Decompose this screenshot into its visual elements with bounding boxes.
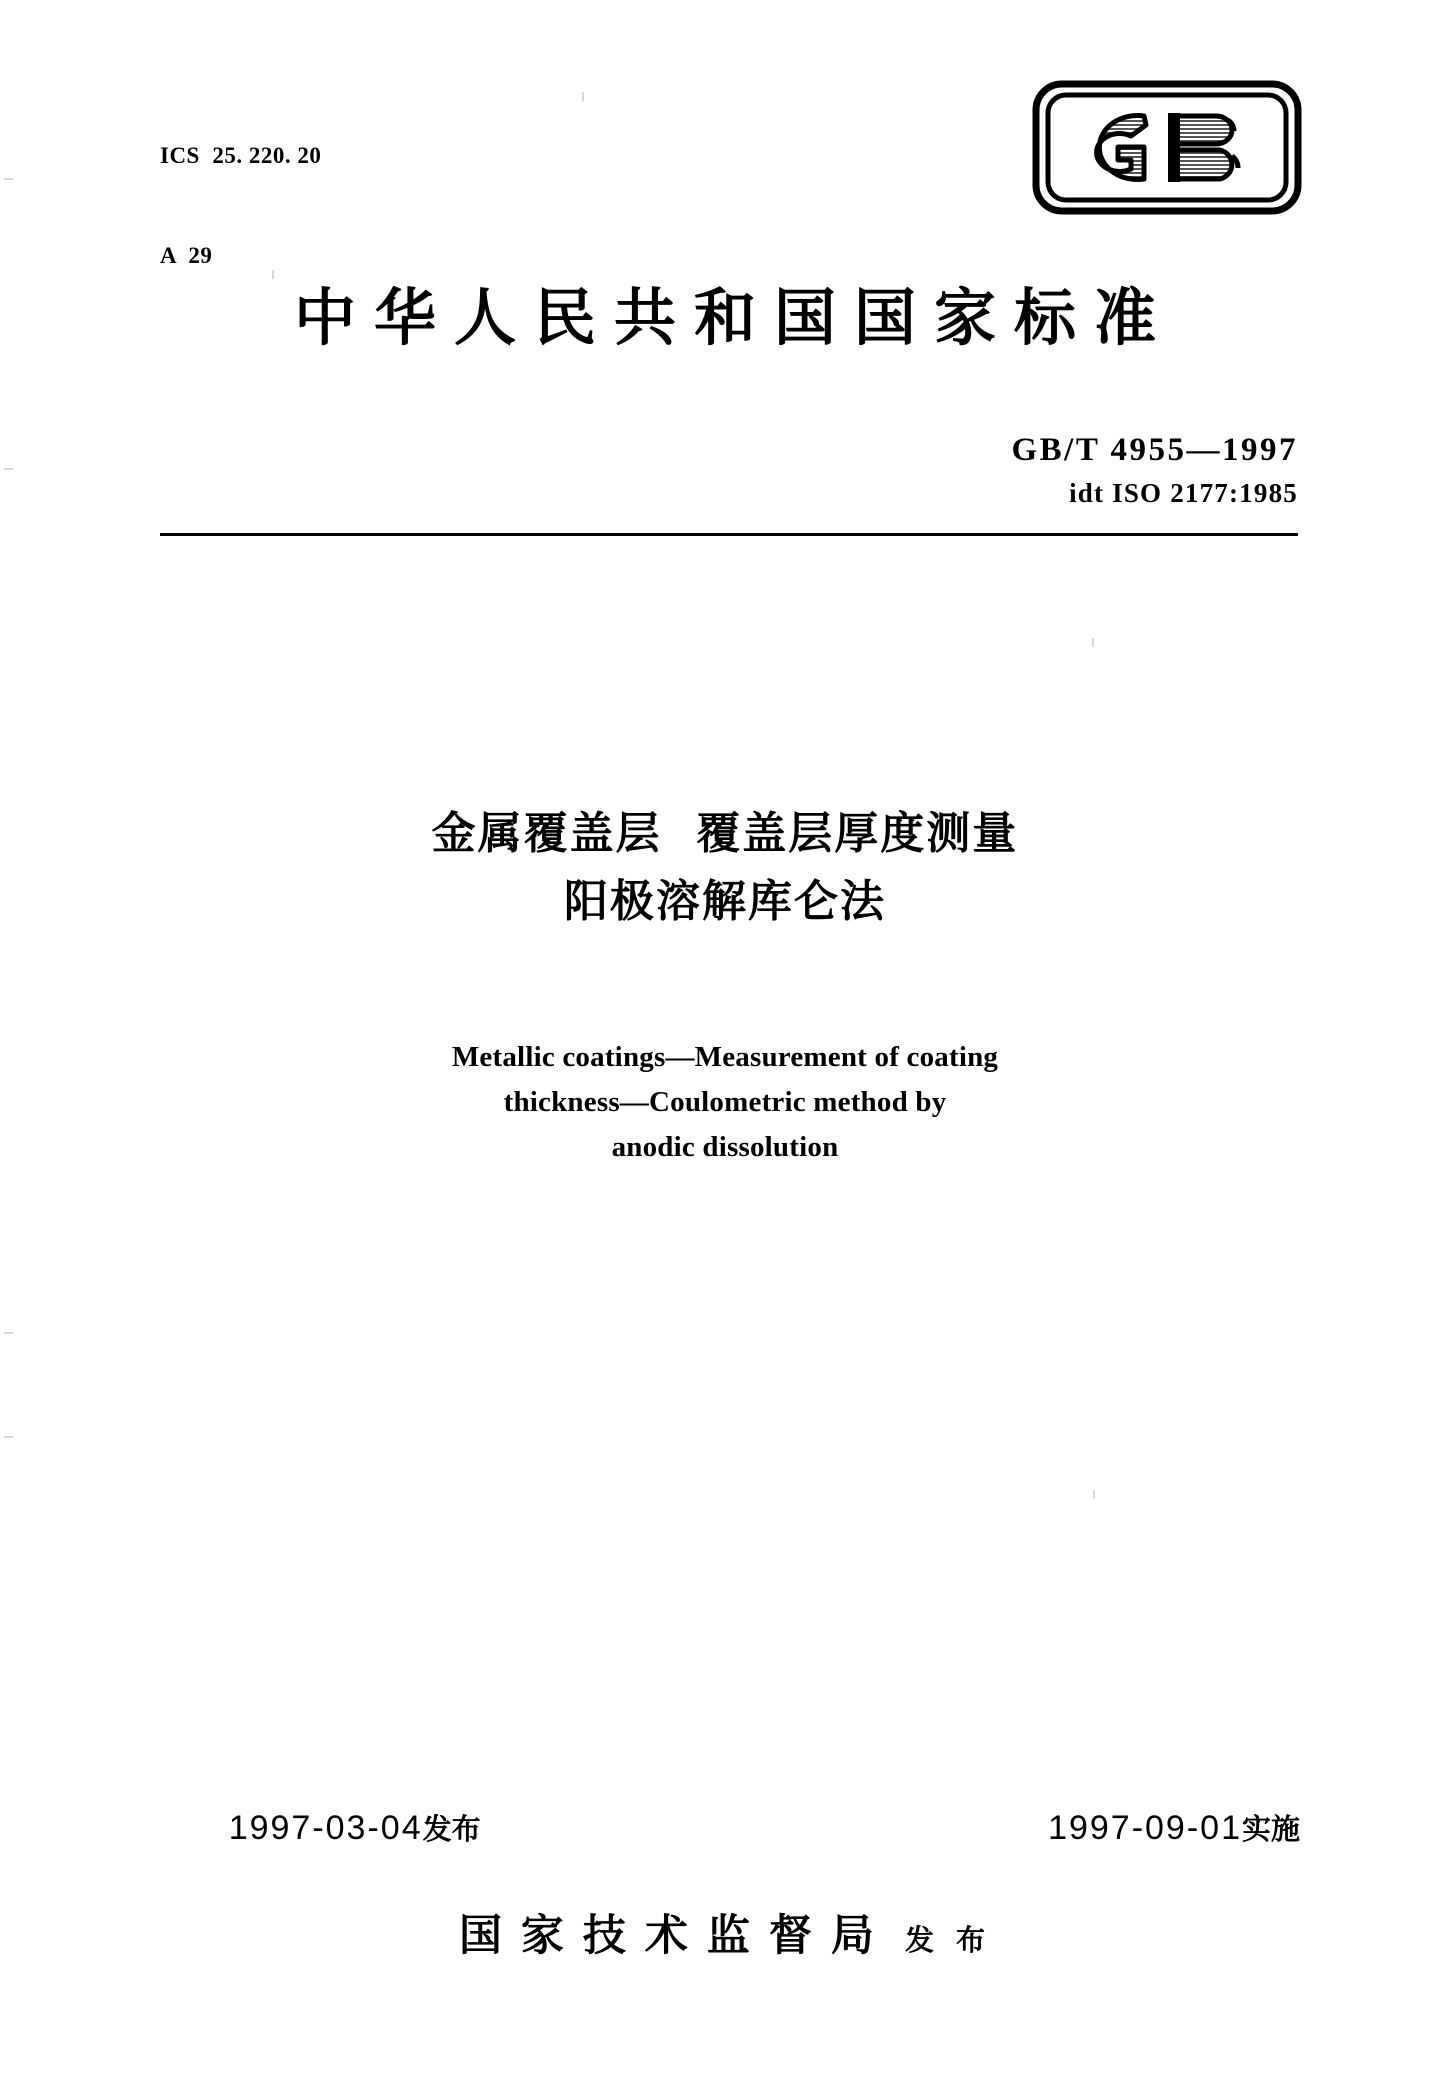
ics-code: ICS 25. 220. 20 (160, 142, 322, 168)
issuer-verb: 发 布 (904, 1923, 992, 1957)
document-title-cn-line-2: 阳极溶解库仑法 (564, 876, 886, 928)
gb-emblem-icon (1032, 80, 1302, 215)
effective-date: 1997-09-01 (1048, 1809, 1242, 1847)
registration-tick (4, 1436, 13, 1438)
standard-number-block (1011, 432, 1298, 509)
issue-date-group (160, 1768, 481, 1887)
issue-date-label: 发布 (422, 1812, 481, 1846)
dates-row (160, 1768, 1300, 1847)
document-title-en-line-3: anodic dissolution (611, 1130, 839, 1163)
ccs-code: A 29 (160, 242, 213, 268)
document-title-en (0, 1035, 1450, 1170)
document-title-en-line-1: Metallic coatings—Measurement of coating (451, 1041, 999, 1073)
registration-tick (4, 1332, 13, 1334)
issuer-row (0, 1902, 1450, 1963)
document-title-cn-line-1: 金属覆盖层 覆盖层厚度测量 (431, 808, 1019, 859)
header-divider (160, 533, 1298, 536)
effective-date-group (979, 1768, 1300, 1887)
issuer-organization: 国家技术监督局 (458, 1911, 893, 1961)
registration-tick (1092, 638, 1094, 647)
standard-number: GB/T 4955—1997 (1011, 432, 1298, 468)
registration-tick (582, 92, 584, 101)
registration-tick (4, 178, 13, 180)
issue-date: 1997-03-04 (228, 1809, 423, 1847)
registration-tick (1093, 1490, 1095, 1499)
page-title: 中华人民共和国国家标准 (293, 281, 1174, 354)
registration-tick (4, 468, 13, 470)
document-title-cn (0, 800, 1450, 936)
effective-date-label: 实施 (1241, 1812, 1300, 1846)
standard-equivalent: idt ISO 2177:1985 (1069, 478, 1298, 508)
document-title-en-line-2: thickness—Coulometric method by (503, 1085, 947, 1118)
